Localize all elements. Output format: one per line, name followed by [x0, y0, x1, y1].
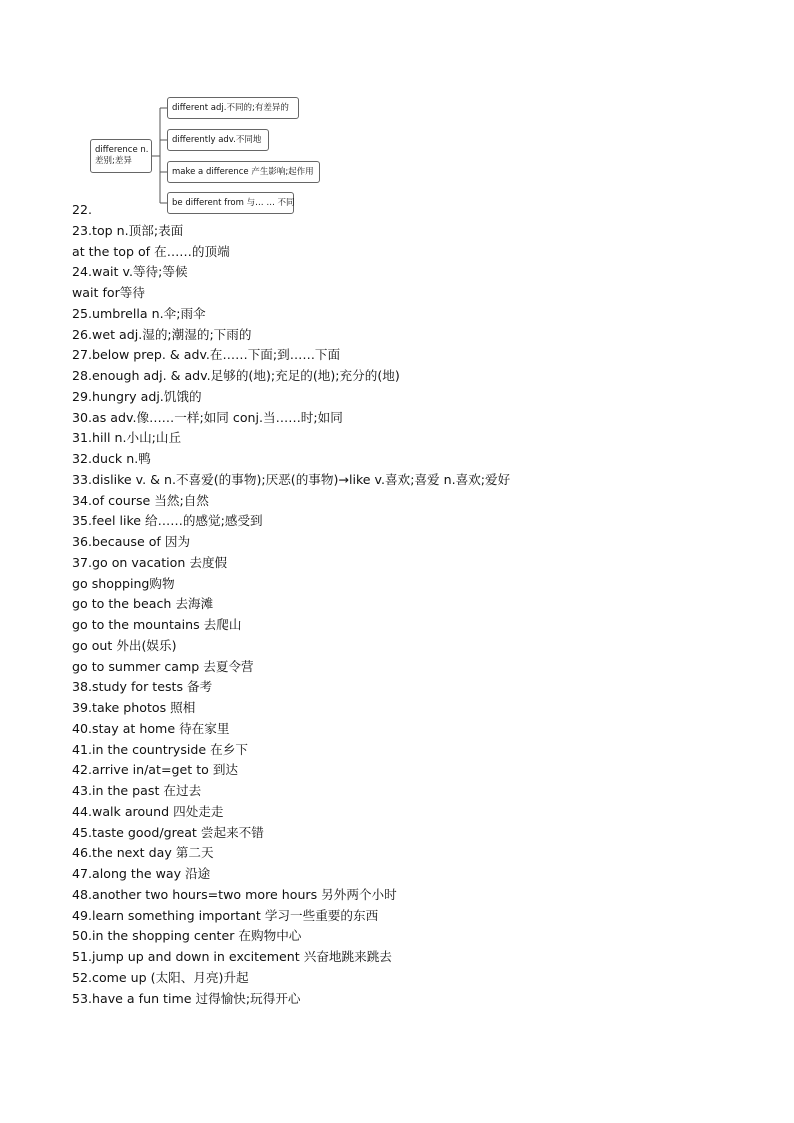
vocab-line: 29.hungry adj.饥饿的	[72, 388, 202, 404]
mind-map	[0, 0, 794, 220]
vocabulary-list	[72, 200, 772, 1009]
mind-map-child-node: different adj.不同的;有差异的	[167, 97, 299, 119]
mind-map-connectors	[0, 0, 794, 220]
vocab-line: wait for等待	[72, 285, 145, 300]
vocab-line: 46.the next day 第二天	[72, 845, 214, 861]
vocab-line: at the top of 在……的顶端	[72, 243, 230, 259]
vocab-line: 25.umbrella n.伞;雨伞	[72, 305, 206, 321]
mind-map-child-node: be different from 与… … 不同	[167, 192, 294, 214]
vocab-line: 27.below prep. & adv.在……下面;到……下面	[72, 347, 341, 363]
vocab-line: 43.in the past 在过去	[72, 783, 202, 798]
vocab-line: 45.taste good/great 尝起来不错	[72, 824, 264, 840]
vocab-line: go to the mountains 去爬山	[72, 617, 242, 632]
vocab-line: 42.arrive in/at=get to 到达	[72, 762, 239, 778]
vocab-line: 48.another two hours=two more hours 另外两个小时	[72, 886, 397, 902]
vocab-line: 39.take photos 照相	[72, 700, 196, 715]
vocab-line: 31.hill n.小山;山丘	[72, 430, 182, 446]
vocab-line: 44.walk around 四处走走	[72, 803, 224, 819]
vocab-line: 52.come up (太阳、月亮)升起	[72, 969, 249, 985]
vocab-line: 53.have a fun time 过得愉快;玩得开心	[72, 990, 301, 1006]
vocab-line: 36.because of 因为	[72, 534, 191, 549]
vocab-line: go to summer camp 去夏令营	[72, 658, 254, 674]
vocab-line: 26.wet adj.湿的;潮湿的;下雨的	[72, 326, 252, 342]
vocab-line: 50.in the shopping center 在购物中心	[72, 928, 302, 944]
vocab-line: 34.of course 当然;自然	[72, 492, 209, 508]
vocab-line: 30.as adv.像……一样;如同 conj.当……时;如同	[72, 409, 343, 425]
vocab-line: 22.	[72, 202, 93, 217]
mind-map-root-node	[90, 139, 152, 173]
vocab-line: 24.wait v.等待;等候	[72, 264, 188, 280]
vocab-line: 41.in the countryside 在乡下	[72, 741, 248, 757]
root-line-2: 差别;差异	[95, 156, 132, 166]
vocab-line: 32.duck n.鸭	[72, 451, 151, 466]
vocab-line: 47.along the way 沿途	[72, 866, 211, 881]
vocab-line: go to the beach 去海滩	[72, 596, 214, 612]
vocab-line: 37.go on vacation 去度假	[72, 554, 228, 570]
vocab-line: 51.jump up and down in excitement 兴奋地跳来跳去	[72, 949, 392, 964]
vocab-line: 28.enough adj. & adv.足够的(地);充足的(地);充分的(地)	[72, 368, 400, 383]
vocab-line: 38.study for tests 备考	[72, 679, 213, 695]
vocab-line: go shopping购物	[72, 575, 175, 591]
vocab-line: 35.feel like 给……的感觉;感受到	[72, 513, 263, 529]
vocab-line: 33.dislike v. & n.不喜爱(的事物);厌恶(的事物)→like v.喜欢;喜爱 n.喜欢;爱好	[72, 471, 511, 487]
mind-map-child-node: make a difference 产生影响;起作用	[167, 161, 320, 183]
vocab-line: 49.learn something important 学习一些重要的东西	[72, 907, 379, 923]
vocab-line: go out 外出(娱乐)	[72, 637, 177, 653]
vocab-line: 23.top n.顶部;表面	[72, 222, 184, 238]
root-line-1: difference n.	[95, 145, 149, 155]
mind-map-child-node: differently adv.不同地	[167, 129, 269, 151]
vocab-line: 40.stay at home 待在家里	[72, 720, 230, 736]
